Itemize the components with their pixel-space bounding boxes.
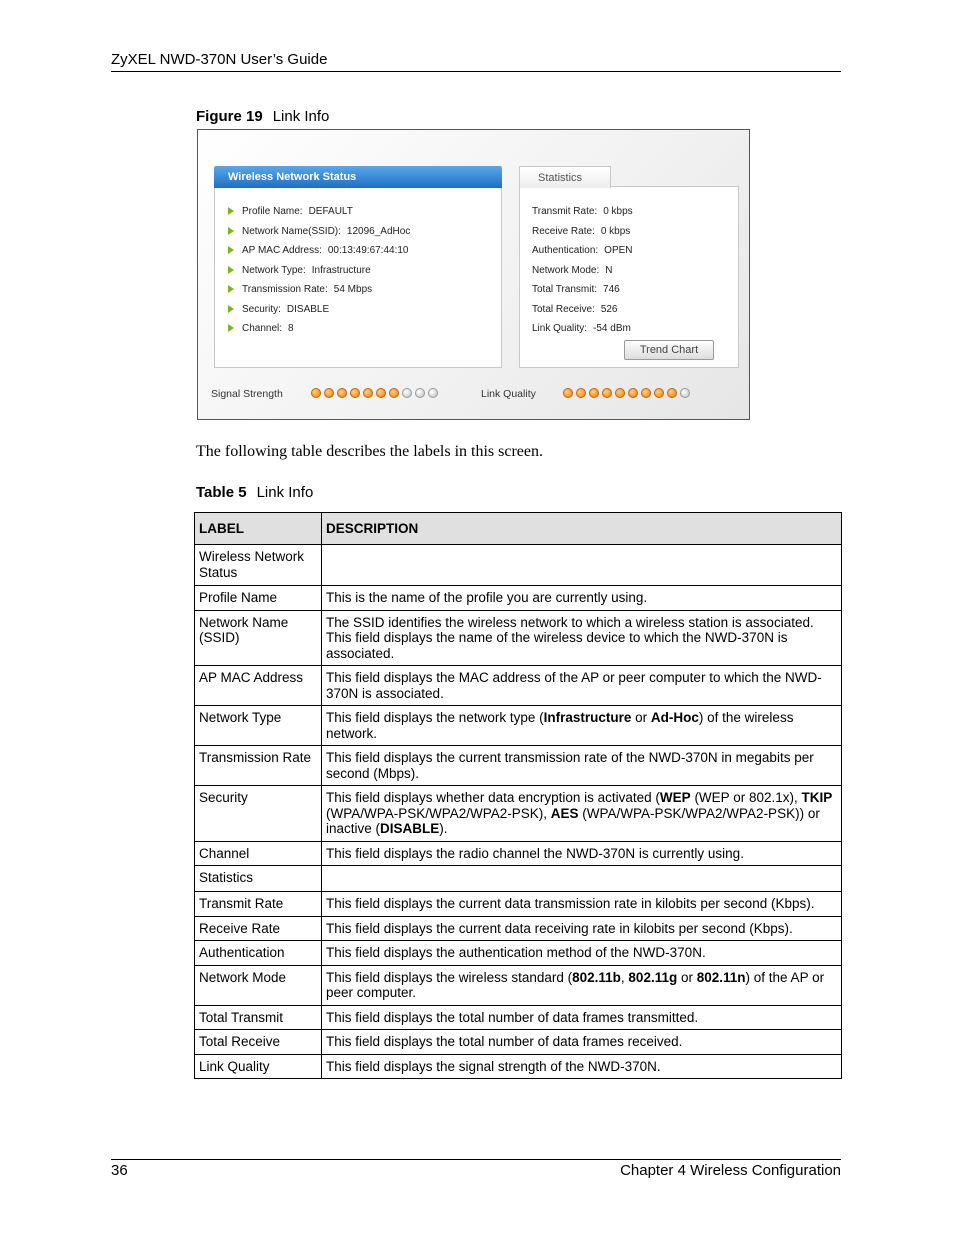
row-label: Statistics xyxy=(195,866,322,892)
meter-dot-lit xyxy=(563,388,573,398)
description-text: This field displays the network type ( xyxy=(326,710,544,725)
meter-dot-lit xyxy=(667,388,677,398)
table-header-row xyxy=(195,513,842,545)
description-keyword: 802.11n xyxy=(696,969,746,985)
description-text: (WEP or 802.1x), xyxy=(690,790,802,805)
row-description: This field displays the current data receiving rate in kilobits per second (Kbps). xyxy=(322,916,842,941)
meter-dot-lit xyxy=(628,388,638,398)
row-description xyxy=(322,965,842,1005)
table-row xyxy=(195,545,842,586)
status-item-label: Network Mode: xyxy=(532,264,600,276)
arrow-bullet-icon xyxy=(228,285,234,293)
statistics-list xyxy=(532,202,633,339)
status-item xyxy=(532,280,633,300)
description-text: or xyxy=(677,969,697,985)
status-item-value: OPEN xyxy=(604,245,633,256)
signal-strength-label: Signal Strength xyxy=(211,388,283,400)
arrow-bullet-icon xyxy=(228,246,234,254)
description-text: , xyxy=(620,969,629,985)
status-item-label: Transmission Rate: xyxy=(242,284,328,295)
description-text: This field displays the wireless standard ( xyxy=(326,969,573,985)
row-label: Transmission Rate xyxy=(195,746,322,786)
meter-dot-lit xyxy=(363,388,373,398)
table-row xyxy=(195,892,842,917)
meter-dot-lit xyxy=(615,388,625,398)
wireless-status-title: Wireless Network Status xyxy=(214,166,502,188)
row-description xyxy=(322,866,842,892)
status-item xyxy=(228,319,410,339)
row-label: Authentication xyxy=(195,941,322,966)
trend-chart-button[interactable]: Trend Chart xyxy=(624,340,714,360)
running-header: ZyXEL NWD-370N User’s Guide xyxy=(111,51,328,68)
status-item-value: 746 xyxy=(603,284,620,295)
status-item-value: DEFAULT xyxy=(308,206,353,217)
table-row xyxy=(195,965,842,1005)
figure-number: Figure 19 xyxy=(196,108,263,125)
page-number: 36 xyxy=(111,1162,128,1179)
row-description: This field displays the MAC address of the AP or peer computer to which the NWD-370N is associated. xyxy=(322,666,842,706)
status-item xyxy=(228,280,410,300)
description-keyword: Ad-Hoc xyxy=(650,710,699,725)
status-item-value: -54 dBm xyxy=(593,323,631,334)
status-item-label: Channel: xyxy=(242,323,283,334)
table-row xyxy=(195,866,842,892)
intro-paragraph: The following table describes the labels in this screen. xyxy=(196,443,544,460)
meter-dot-lit xyxy=(602,388,612,398)
description-keyword: TKIP xyxy=(801,790,833,805)
row-label: Receive Rate xyxy=(195,916,322,941)
status-item-value: Infrastructure xyxy=(311,264,371,276)
status-item xyxy=(532,319,633,339)
row-description: This field displays the radio channel the NWD-370N is currently using. xyxy=(322,841,842,866)
status-item-label: Profile Name: xyxy=(242,206,303,217)
status-item-label: Total Transmit: xyxy=(532,284,598,295)
figure-caption xyxy=(196,108,329,125)
status-item-value: 0 kbps xyxy=(603,206,633,217)
status-item-value: DISABLE xyxy=(286,303,330,315)
status-item xyxy=(228,202,410,222)
status-item-value: 526 xyxy=(600,303,618,315)
meter-dot-lit xyxy=(350,388,360,398)
status-item-label: AP MAC Address: xyxy=(242,245,322,256)
description-keyword: Infrastructure xyxy=(543,710,632,725)
description-keyword: WEP xyxy=(659,790,691,805)
status-item-value: 54 Mbps xyxy=(333,284,373,295)
row-description xyxy=(322,786,842,842)
row-label: Security xyxy=(195,786,322,842)
row-label: Wireless Network Status xyxy=(195,545,322,586)
status-item xyxy=(228,300,410,320)
meter-dot-lit xyxy=(641,388,651,398)
link-info-table xyxy=(194,512,842,1079)
status-item xyxy=(532,300,633,320)
row-label: Profile Name xyxy=(195,586,322,611)
table-row xyxy=(195,841,842,866)
table-caption xyxy=(196,484,313,501)
status-item-label: Transmit Rate: xyxy=(532,206,598,217)
row-description: This field displays the signal strength of the NWD-370N. xyxy=(322,1054,842,1079)
status-item-label: Link Quality: xyxy=(532,323,588,334)
row-description: This field displays the current transmission rate of the NWD-370N in megabits per second (Mbps). xyxy=(322,746,842,786)
status-item-label: Security: xyxy=(242,303,281,315)
status-item-label: Authentication: xyxy=(532,245,599,256)
status-item xyxy=(532,222,633,242)
arrow-bullet-icon xyxy=(228,266,234,274)
status-item xyxy=(228,261,410,281)
table-row xyxy=(195,586,842,611)
meter-dot-lit xyxy=(337,388,347,398)
status-item-value: 00:13:49:67:44:10 xyxy=(327,245,409,256)
row-label: Channel xyxy=(195,841,322,866)
row-description: This field displays the authentication method of the NWD-370N. xyxy=(322,941,842,966)
arrow-bullet-icon xyxy=(228,324,234,332)
row-label: Total Receive xyxy=(195,1030,322,1055)
wireless-status-list xyxy=(228,202,410,339)
status-item-value: 12096_AdHoc xyxy=(346,225,411,237)
arrow-bullet-icon xyxy=(228,305,234,313)
table-row xyxy=(195,786,842,842)
status-item-value: 0 kbps xyxy=(600,225,631,237)
row-label: Network Name (SSID) xyxy=(195,610,322,666)
link-info-screenshot xyxy=(197,129,750,420)
description-text: or xyxy=(631,710,651,725)
status-item xyxy=(228,222,410,242)
meter-dot-lit xyxy=(324,388,334,398)
row-description: This field displays the total number of data frames received. xyxy=(322,1030,842,1055)
status-item-value: 8 xyxy=(288,323,294,334)
table-row xyxy=(195,706,842,746)
row-label: Link Quality xyxy=(195,1054,322,1079)
row-label: Transmit Rate xyxy=(195,892,322,917)
meter-dot-lit xyxy=(311,388,321,398)
row-description xyxy=(322,706,842,746)
header-label: LABEL xyxy=(195,513,322,545)
row-description: The SSID identifies the wireless network to which a wireless station is associated. This field displays the name of the wireless device to which the NWD-370N is associated. xyxy=(322,610,842,666)
meter-dot-lit xyxy=(589,388,599,398)
header-rule xyxy=(111,71,841,72)
status-item-value: N xyxy=(605,264,613,276)
meter-dot-lit xyxy=(654,388,664,398)
meter-dot-unlit xyxy=(428,388,438,398)
description-keyword: AES xyxy=(550,805,579,821)
table-row xyxy=(195,941,842,966)
header-description: DESCRIPTION xyxy=(322,513,842,545)
description-text: ). xyxy=(439,821,448,836)
row-description: This is the name of the profile you are currently using. xyxy=(322,586,842,611)
table-row xyxy=(195,746,842,786)
tab-statistics[interactable]: Statistics xyxy=(519,166,611,188)
meter-dot-lit xyxy=(576,388,586,398)
description-text: (WPA/WPA-PSK/WPA2/WPA2-PSK), xyxy=(326,805,551,821)
table-row xyxy=(195,1030,842,1055)
figure-title: Link Info xyxy=(272,108,330,125)
row-description: This field displays the current data transmission rate in kilobits per second (Kbps). xyxy=(322,892,842,917)
status-item-label: Receive Rate: xyxy=(532,225,595,237)
description-keyword: DISABLE xyxy=(380,821,440,836)
row-label: Total Transmit xyxy=(195,1005,322,1030)
description-text: This field displays whether data encryption is activated ( xyxy=(326,790,660,805)
table-row xyxy=(195,1005,842,1030)
table-row xyxy=(195,610,842,666)
description-text: ) of the AP or peer computer. xyxy=(326,969,825,1000)
row-description: This field displays the total number of data frames transmitted. xyxy=(322,1005,842,1030)
status-item xyxy=(532,202,633,222)
status-item-label: Network Type: xyxy=(242,264,306,276)
table-title: Link Info xyxy=(256,484,314,501)
row-label: Network Type xyxy=(195,706,322,746)
table-row xyxy=(195,1054,842,1079)
meter-dot-unlit xyxy=(402,388,412,398)
meter-dot-unlit xyxy=(415,388,425,398)
row-label: AP MAC Address xyxy=(195,666,322,706)
status-item-label: Network Name(SSID): xyxy=(242,225,341,237)
meter-dot-lit xyxy=(389,388,399,398)
status-item xyxy=(532,261,633,281)
link-quality-label: Link Quality xyxy=(481,388,536,400)
table-number: Table 5 xyxy=(196,484,247,501)
status-item-label: Total Receive: xyxy=(532,303,595,315)
meter-dot-lit xyxy=(376,388,386,398)
table-row xyxy=(195,916,842,941)
table-row xyxy=(195,666,842,706)
row-label: Network Mode xyxy=(195,965,322,1005)
footer-rule xyxy=(111,1159,841,1160)
description-text: ) of the wireless network. xyxy=(326,710,794,741)
status-item xyxy=(532,241,633,261)
arrow-bullet-icon xyxy=(228,227,234,235)
description-keyword: 802.11g xyxy=(628,969,678,985)
arrow-bullet-icon xyxy=(228,207,234,215)
chapter-title: Chapter 4 Wireless Configuration xyxy=(620,1162,841,1179)
description-keyword: 802.11b xyxy=(572,969,621,985)
status-item xyxy=(228,241,410,261)
meter-dot-unlit xyxy=(680,388,690,398)
description-text: (WPA/WPA-PSK/WPA2/WPA2-PSK)) or inactive ( xyxy=(326,805,820,836)
row-description xyxy=(322,545,842,586)
